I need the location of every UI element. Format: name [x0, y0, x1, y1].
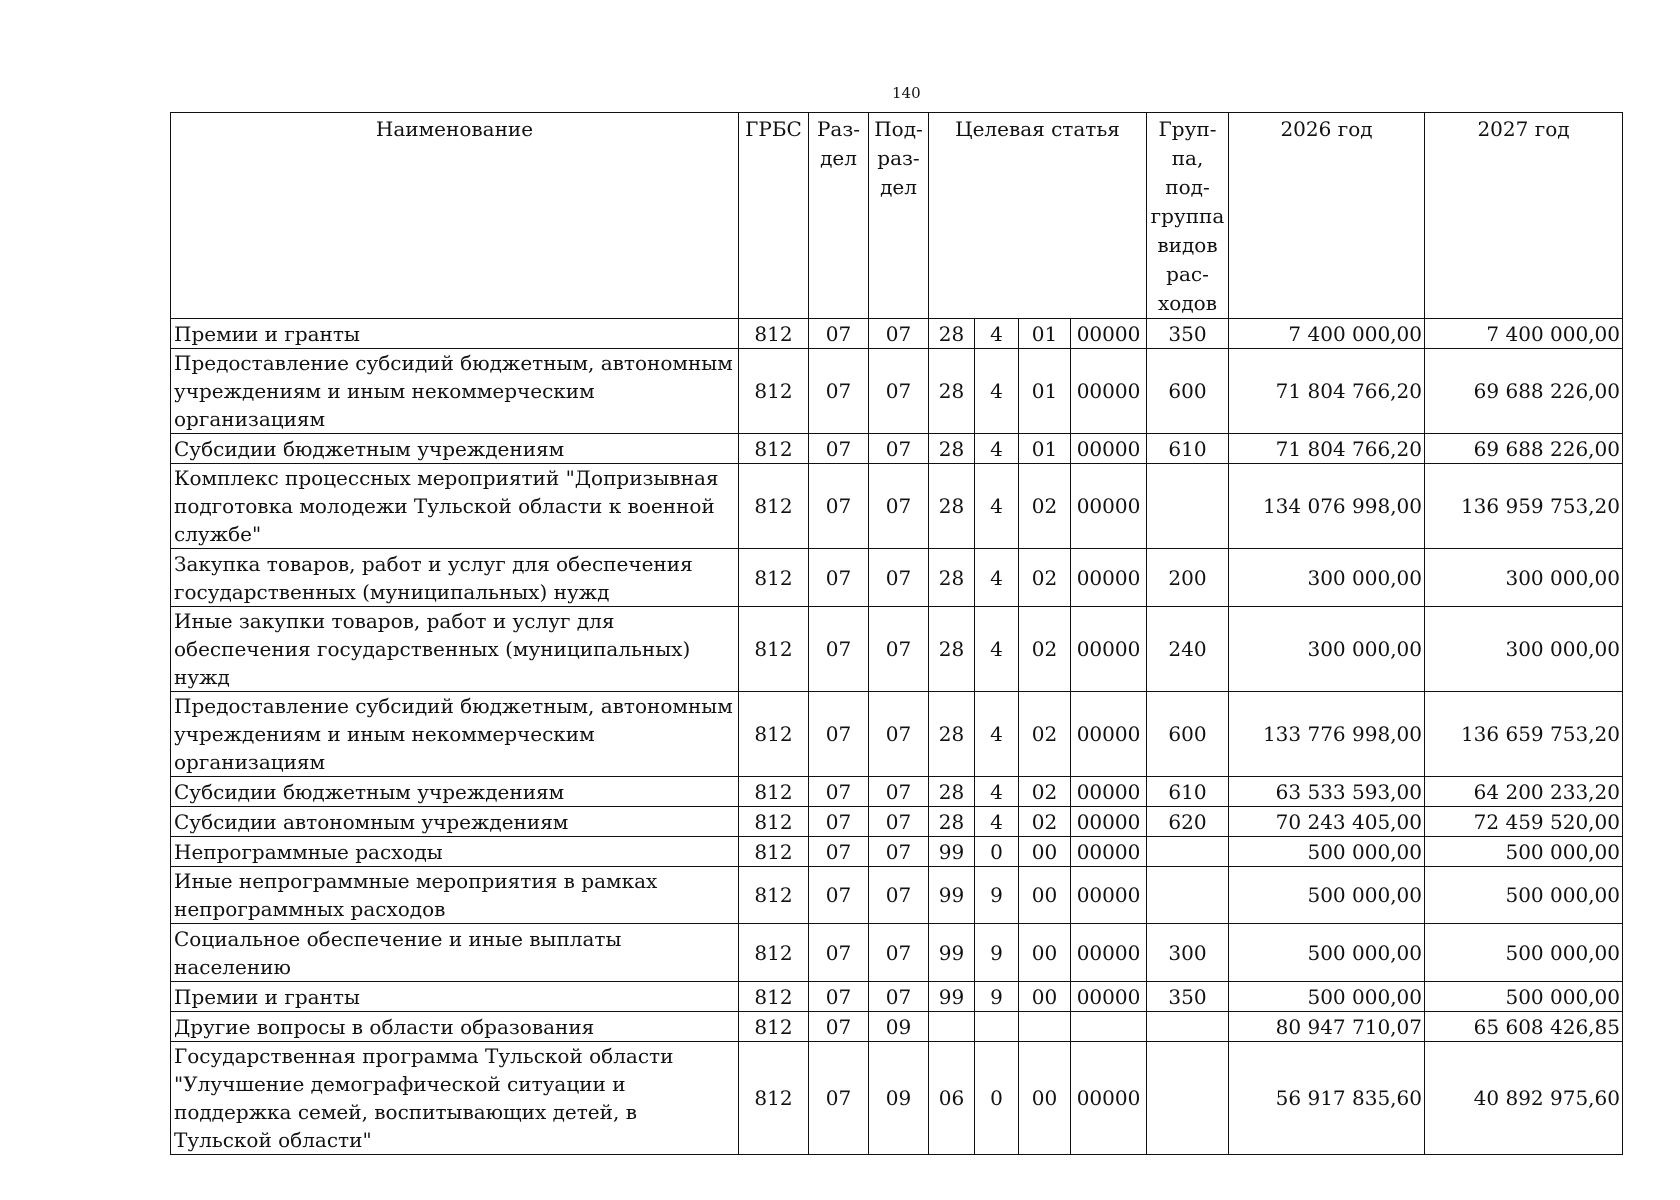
row-amount-2026: 134 076 998,00 — [1229, 464, 1425, 549]
row-target-element: 00 — [1019, 1042, 1071, 1155]
header-expense-group: Груп- па, под- группа видов рас- ходов — [1147, 113, 1229, 319]
row-amount-2027: 69 688 226,00 — [1425, 349, 1623, 434]
row-amount-2027: 40 892 975,60 — [1425, 1042, 1623, 1155]
table-row — [171, 607, 1623, 692]
row-target-direction: 00000 — [1071, 777, 1147, 807]
row-grbs: 812 — [739, 1042, 809, 1155]
row-grbs: 812 — [739, 777, 809, 807]
row-razdel: 07 — [809, 982, 869, 1012]
row-podrazdel: 07 — [869, 349, 929, 434]
header-name: Наименование — [171, 113, 739, 319]
row-target-direction: 00000 — [1071, 549, 1147, 607]
row-target-direction: 00000 — [1071, 607, 1147, 692]
row-expense-group — [1147, 464, 1229, 549]
row-target-type: 9 — [975, 982, 1019, 1012]
table-row — [171, 777, 1623, 807]
table-row — [171, 867, 1623, 924]
row-target-element: 00 — [1019, 837, 1071, 867]
row-target-direction: 00000 — [1071, 692, 1147, 777]
table-row — [171, 319, 1623, 349]
row-name: Социальное обеспечение и иные выплаты населению — [171, 924, 739, 982]
table-row — [171, 549, 1623, 607]
row-podrazdel: 07 — [869, 319, 929, 349]
row-name: Премии и гранты — [171, 982, 739, 1012]
row-target-direction: 00000 — [1071, 1042, 1147, 1155]
row-podrazdel: 07 — [869, 837, 929, 867]
budget-table — [170, 112, 1623, 1155]
row-razdel: 07 — [809, 867, 869, 924]
row-razdel: 07 — [809, 1012, 869, 1042]
row-target-direction: 00000 — [1071, 837, 1147, 867]
row-amount-2026: 7 400 000,00 — [1229, 319, 1425, 349]
header-razdel: Раз- дел — [809, 113, 869, 319]
row-name: Субсидии автономным учреждениям — [171, 807, 739, 837]
row-amount-2026: 71 804 766,20 — [1229, 349, 1425, 434]
row-razdel: 07 — [809, 777, 869, 807]
row-podrazdel: 07 — [869, 607, 929, 692]
row-amount-2027: 500 000,00 — [1425, 867, 1623, 924]
row-name: Премии и гранты — [171, 319, 739, 349]
row-target-program: 99 — [929, 924, 975, 982]
row-amount-2026: 500 000,00 — [1229, 837, 1425, 867]
row-target-program: 28 — [929, 807, 975, 837]
row-expense-group — [1147, 837, 1229, 867]
row-target-direction — [1071, 1012, 1147, 1042]
row-target-element: 02 — [1019, 807, 1071, 837]
row-target-type: 4 — [975, 807, 1019, 837]
row-podrazdel: 07 — [869, 777, 929, 807]
table-header-row — [171, 113, 1623, 319]
row-target-direction: 00000 — [1071, 924, 1147, 982]
row-target-program: 28 — [929, 607, 975, 692]
row-expense-group: 300 — [1147, 924, 1229, 982]
row-name: Государственная программа Тульской области "Улучшение демографической ситуации и поддержка семей, воспитывающих детей, в Тульской области" — [171, 1042, 739, 1155]
row-expense-group: 200 — [1147, 549, 1229, 607]
row-target-type: 0 — [975, 837, 1019, 867]
header-target-article: Целевая статья — [929, 113, 1147, 319]
row-grbs: 812 — [739, 837, 809, 867]
row-expense-group: 350 — [1147, 982, 1229, 1012]
row-expense-group: 600 — [1147, 692, 1229, 777]
row-razdel: 07 — [809, 349, 869, 434]
row-expense-group — [1147, 867, 1229, 924]
row-grbs: 812 — [739, 319, 809, 349]
row-target-program: 28 — [929, 549, 975, 607]
table-row — [171, 692, 1623, 777]
row-razdel: 07 — [809, 924, 869, 982]
row-target-program: 28 — [929, 692, 975, 777]
table-row — [171, 349, 1623, 434]
row-amount-2026: 56 917 835,60 — [1229, 1042, 1425, 1155]
row-target-element: 00 — [1019, 982, 1071, 1012]
row-target-direction: 00000 — [1071, 464, 1147, 549]
row-target-program — [929, 1012, 975, 1042]
table-row — [171, 1012, 1623, 1042]
table-row — [171, 837, 1623, 867]
row-target-program: 28 — [929, 434, 975, 464]
table-body — [171, 319, 1623, 1155]
row-target-program: 28 — [929, 777, 975, 807]
row-razdel: 07 — [809, 607, 869, 692]
table-row — [171, 464, 1623, 549]
row-expense-group — [1147, 1042, 1229, 1155]
row-razdel: 07 — [809, 464, 869, 549]
row-target-element — [1019, 1012, 1071, 1042]
row-razdel: 07 — [809, 837, 869, 867]
row-name: Другие вопросы в области образования — [171, 1012, 739, 1042]
row-target-direction: 00000 — [1071, 319, 1147, 349]
row-expense-group: 240 — [1147, 607, 1229, 692]
header-grbs: ГРБС — [739, 113, 809, 319]
header-year-2027: 2027 год — [1425, 113, 1623, 319]
row-target-type: 4 — [975, 434, 1019, 464]
row-target-type: 4 — [975, 777, 1019, 807]
row-target-element: 02 — [1019, 692, 1071, 777]
row-amount-2026: 500 000,00 — [1229, 982, 1425, 1012]
table-row — [171, 434, 1623, 464]
row-amount-2027: 64 200 233,20 — [1425, 777, 1623, 807]
row-amount-2027: 300 000,00 — [1425, 549, 1623, 607]
row-name: Предоставление субсидий бюджетным, автономным учреждениям и иным некоммерческим организациям — [171, 692, 739, 777]
row-amount-2026: 300 000,00 — [1229, 549, 1425, 607]
row-grbs: 812 — [739, 692, 809, 777]
row-grbs: 812 — [739, 924, 809, 982]
row-target-direction: 00000 — [1071, 982, 1147, 1012]
row-name: Иные непрограммные мероприятия в рамках непрограммных расходов — [171, 867, 739, 924]
row-target-program: 99 — [929, 867, 975, 924]
row-target-type: 4 — [975, 464, 1019, 549]
row-name: Непрограммные расходы — [171, 837, 739, 867]
row-target-program: 28 — [929, 349, 975, 434]
row-target-type: 4 — [975, 319, 1019, 349]
row-target-element: 02 — [1019, 777, 1071, 807]
row-amount-2026: 500 000,00 — [1229, 867, 1425, 924]
row-podrazdel: 09 — [869, 1042, 929, 1155]
row-amount-2027: 72 459 520,00 — [1425, 807, 1623, 837]
row-amount-2027: 500 000,00 — [1425, 837, 1623, 867]
row-target-program: 99 — [929, 837, 975, 867]
row-grbs: 812 — [739, 607, 809, 692]
row-amount-2026: 63 533 593,00 — [1229, 777, 1425, 807]
row-razdel: 07 — [809, 1042, 869, 1155]
row-amount-2027: 500 000,00 — [1425, 982, 1623, 1012]
row-expense-group: 620 — [1147, 807, 1229, 837]
header-podrazdel: Под- раз- дел — [869, 113, 929, 319]
row-podrazdel: 07 — [869, 982, 929, 1012]
row-expense-group: 600 — [1147, 349, 1229, 434]
row-podrazdel: 07 — [869, 807, 929, 837]
row-amount-2026: 133 776 998,00 — [1229, 692, 1425, 777]
row-target-program: 99 — [929, 982, 975, 1012]
row-podrazdel: 07 — [869, 549, 929, 607]
row-target-direction: 00000 — [1071, 807, 1147, 837]
row-grbs: 812 — [739, 349, 809, 434]
row-target-type — [975, 1012, 1019, 1042]
row-target-type: 9 — [975, 867, 1019, 924]
row-razdel: 07 — [809, 319, 869, 349]
row-name: Предоставление субсидий бюджетным, автономным учреждениям и иным некоммерческим организациям — [171, 349, 739, 434]
row-target-direction: 00000 — [1071, 349, 1147, 434]
row-target-direction: 00000 — [1071, 867, 1147, 924]
row-target-program: 06 — [929, 1042, 975, 1155]
row-target-type: 4 — [975, 692, 1019, 777]
row-podrazdel: 09 — [869, 1012, 929, 1042]
row-target-element: 00 — [1019, 867, 1071, 924]
row-target-type: 4 — [975, 607, 1019, 692]
row-target-type: 0 — [975, 1042, 1019, 1155]
row-amount-2027: 7 400 000,00 — [1425, 319, 1623, 349]
row-name: Субсидии бюджетным учреждениям — [171, 777, 739, 807]
row-amount-2026: 70 243 405,00 — [1229, 807, 1425, 837]
row-target-program: 28 — [929, 319, 975, 349]
row-amount-2026: 500 000,00 — [1229, 924, 1425, 982]
row-target-element: 02 — [1019, 549, 1071, 607]
row-target-element: 00 — [1019, 924, 1071, 982]
row-razdel: 07 — [809, 549, 869, 607]
row-amount-2027: 69 688 226,00 — [1425, 434, 1623, 464]
row-podrazdel: 07 — [869, 924, 929, 982]
row-target-element: 02 — [1019, 607, 1071, 692]
table-row — [171, 807, 1623, 837]
header-year-2026: 2026 год — [1229, 113, 1425, 319]
row-amount-2026: 80 947 710,07 — [1229, 1012, 1425, 1042]
row-target-type: 4 — [975, 349, 1019, 434]
row-name: Закупка товаров, работ и услуг для обеспечения государственных (муниципальных) нужд — [171, 549, 739, 607]
row-grbs: 812 — [739, 982, 809, 1012]
row-target-program: 28 — [929, 464, 975, 549]
row-podrazdel: 07 — [869, 692, 929, 777]
row-target-element: 01 — [1019, 349, 1071, 434]
row-grbs: 812 — [739, 807, 809, 837]
table-row — [171, 1042, 1623, 1155]
table-row — [171, 924, 1623, 982]
row-amount-2027: 500 000,00 — [1425, 924, 1623, 982]
row-grbs: 812 — [739, 867, 809, 924]
row-grbs: 812 — [739, 464, 809, 549]
page-number: 140 — [892, 84, 921, 102]
row-expense-group: 610 — [1147, 434, 1229, 464]
row-amount-2026: 300 000,00 — [1229, 607, 1425, 692]
row-amount-2027: 300 000,00 — [1425, 607, 1623, 692]
row-target-element: 01 — [1019, 319, 1071, 349]
row-podrazdel: 07 — [869, 867, 929, 924]
row-expense-group — [1147, 1012, 1229, 1042]
row-amount-2026: 71 804 766,20 — [1229, 434, 1425, 464]
row-grbs: 812 — [739, 434, 809, 464]
row-razdel: 07 — [809, 807, 869, 837]
row-target-type: 9 — [975, 924, 1019, 982]
row-expense-group: 350 — [1147, 319, 1229, 349]
row-target-type: 4 — [975, 549, 1019, 607]
row-name: Комплекс процессных мероприятий "Допризывная подготовка молодежи Тульской области к военной службе" — [171, 464, 739, 549]
row-target-element: 02 — [1019, 464, 1071, 549]
row-amount-2027: 65 608 426,85 — [1425, 1012, 1623, 1042]
row-name: Иные закупки товаров, работ и услуг для обеспечения государственных (муниципальных) нужд — [171, 607, 739, 692]
row-amount-2027: 136 959 753,20 — [1425, 464, 1623, 549]
row-podrazdel: 07 — [869, 434, 929, 464]
row-razdel: 07 — [809, 692, 869, 777]
row-grbs: 812 — [739, 1012, 809, 1042]
row-expense-group: 610 — [1147, 777, 1229, 807]
table-row — [171, 982, 1623, 1012]
row-name: Субсидии бюджетным учреждениям — [171, 434, 739, 464]
row-target-direction: 00000 — [1071, 434, 1147, 464]
row-podrazdel: 07 — [869, 464, 929, 549]
row-target-element: 01 — [1019, 434, 1071, 464]
row-amount-2027: 136 659 753,20 — [1425, 692, 1623, 777]
row-razdel: 07 — [809, 434, 869, 464]
row-grbs: 812 — [739, 549, 809, 607]
